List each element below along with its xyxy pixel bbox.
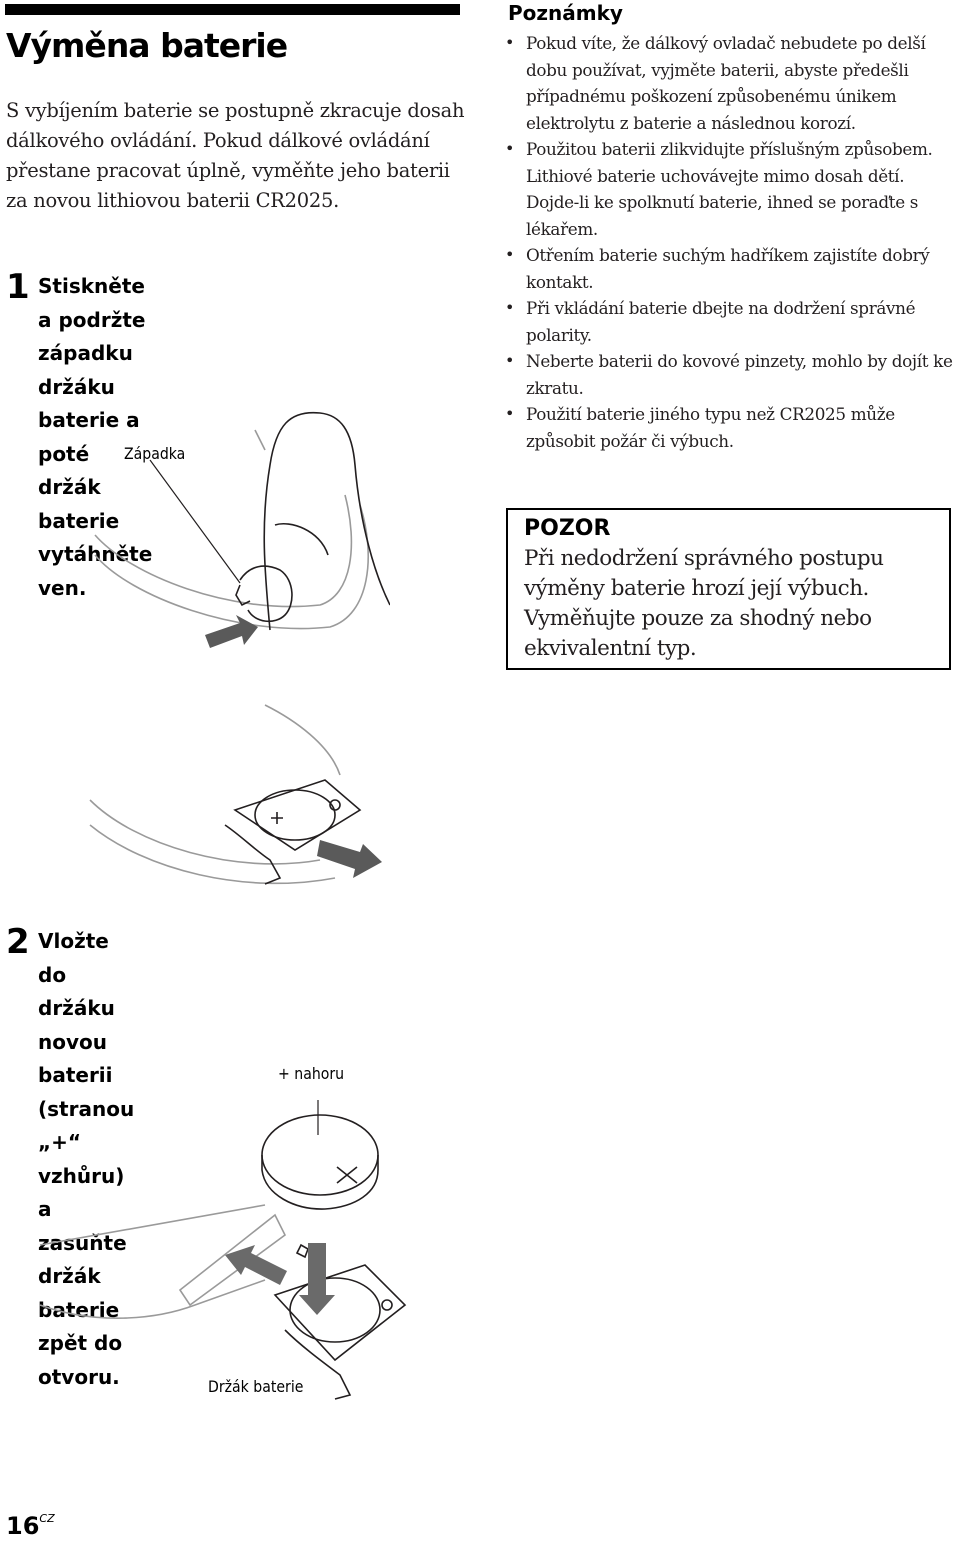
note-item: • Otřením baterie suchým hadříkem zajistíte dobrý kontakt. [500,242,960,295]
intro-paragraph: S vybíjením baterie se postupně zkracuje dosah dálkového ovládání. Pokud dálkové ovládání přestane pracovat úplně, vyměňte jeho baterii za novou lithiovou baterii CR2025. [6,99,465,212]
page-number-value: 16 [6,1512,40,1540]
insert-battery-illustration [35,1095,425,1405]
press-latch-illustration [90,405,390,665]
step-2-number: 2 [6,922,30,962]
top-rule [5,4,460,15]
step-1-number: 1 [6,267,30,307]
page-title: Výměna baterie [6,26,288,65]
latch-label: Západka [124,444,186,463]
step-2-text: Vložte do držáku novou baterii (stranou „+“ vzhůru) a zasuňte držák baterie zpět do otvoru. [38,929,135,1389]
holder-label: Držák baterie [208,1377,304,1396]
warning-text: Při nedodržení správného postupu výměny baterie hrozí její výbuch. Vyměňujte pouze za shodný nebo ekvivalentní typ. [524,546,884,661]
notes-title: Poznámky [508,1,623,25]
note-item: • Neberte baterii do kovové pinzety, mohlo by dojít ke zkratu. [500,348,960,401]
notes-list [500,30,960,454]
note-item: • Při vkládání baterie dbejte na dodržení správné polarity. [500,295,960,348]
step-1-text: Stiskněte a podržte západku držáku baterie a poté držák baterie vytáhněte ven. [38,274,153,600]
note-item: • Použitou baterii zlikvidujte příslušným způsobem. Lithiové baterie uchovávejte mimo dosah dětí. Dojde-li ke spolknutí baterie, ihned se poraďte s lékařem. [500,136,960,242]
pull-holder-illustration [85,700,395,890]
plus-up-label: + nahoru [278,1064,345,1083]
page-number-suffix: CZ [39,1512,55,1525]
warning-box [506,508,951,670]
note-item: • Pokud víte, že dálkový ovladač nebudete po delší dobu používat, vyjměte baterii, abyste předešli případnému poškození způsobenému únikem elektrolytu z baterie a následnou korozí. [500,30,960,136]
warning-title: POZOR [524,516,611,541]
note-item: • Použití baterie jiného typu než CR2025 může způsobit požár či výbuch. [500,401,960,454]
page-number [6,1512,55,1540]
